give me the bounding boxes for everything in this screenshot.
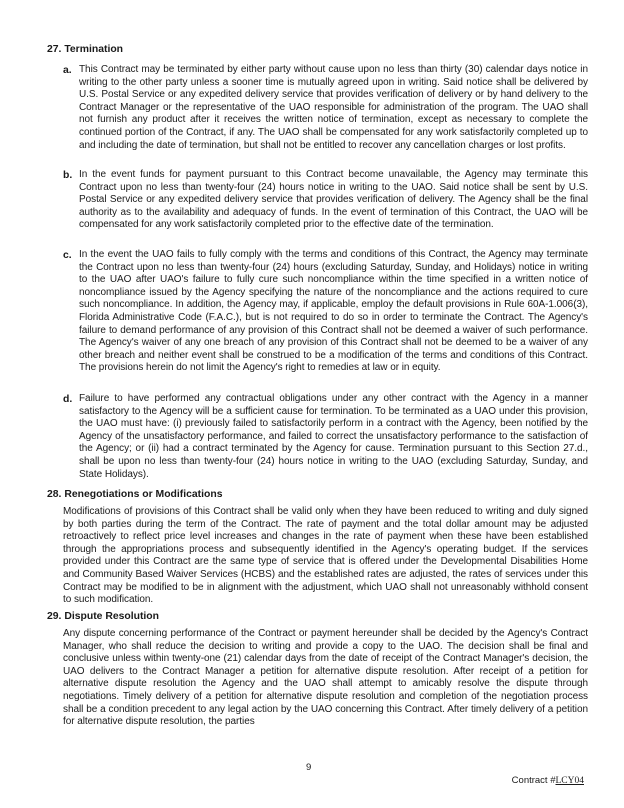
termination-paragraph-b: In the event funds for payment pursuant to this Contract become unavailable, the Agency may terminate this Contract upon no less than twenty-four (24) hours notice in writing to the UAO. Said notice shall be sent by U.S. Postal Service or any expedited delivery service that provides verification of delivery. The Agency shall be the final authority as to the availability and adequacy of funds. In the event of termination of this Contract, the UAO will be compensated for any work satisfactorily completed prior to the effective date of the termination.: [79, 169, 588, 231]
dispute-resolution-paragraph: Any dispute concerning performance of the Contract or payment hereunder shall be decided by the Agency's Contract Manager, who shall reduce the decision to writing and provide a copy to the UAO. The decision shall be final and conclusive unless within twenty-one (21) calendar days from the date of receipt of the Contract Manager's decision, the UAO delivers to the Contract Manager a petition for alternative dispute resolution. After receipt of a petition for alternative dispute resolution the Agency and the UAO shall attempt to amicably resolve the dispute through negotiations. Timely delivery of a petition for alternative dispute resolution and completion of the negotiation process shall be a condition precedent to any legal action by the UAO concerning this Contract. After timely delivery of a petition for alternative dispute resolution, the parties: [63, 628, 588, 728]
renegotiations-paragraph: Modifications of provisions of this Contract shall be valid only when they have been reduced to writing and duly signed by both parties during the term of the Contract. The rate of payment and the total dollar amount may be adjusted retroactively to reflect price level increases and changes in the rate of payment when these have been established through the appropriations process and subsequently identified in the Agency's operating budget. If the services provided under this Contract are the same type of service that is offered under the Developmental Disabilities Home and Community Based Waiver Services (HCBS) and the established rates are adjusted, the rates of services under this Contract may be modified to be in alignment with the adjustment, which UAO shall not unreasonably withhold consent to such modification.: [63, 506, 588, 606]
section-heading-termination: 27. Termination: [47, 44, 124, 55]
item-letter-a: a.: [63, 65, 72, 76]
item-letter-b: b.: [63, 170, 73, 181]
item-letter-d: d.: [63, 394, 73, 405]
item-letter-c: c.: [63, 250, 72, 261]
section-heading-renegotiations: 28. Renegotiations or Modifications: [47, 489, 223, 500]
contract-number: [512, 775, 584, 786]
termination-paragraph-a: This Contract may be terminated by either party without cause upon no less than thirty (30) calendar days notice in writing to the other party unless a sooner time is mutually agreed upon in writing. Said notice shall be delivered by U.S. Postal Service or any expedited delivery service that provides verification of delivery or by hand delivery to the Contract Manager or the representative of the UAO responsible for administration of the program. The UAO shall not furnish any product after it receives the written notice of termination, except as necessary to complete the continued portion of the Contract, if any. The UAO shall be compensated for any work satisfactorily completed up to and including the date of termination, but shall not be entitled to recover any cancellation charges or lost profits.: [79, 64, 588, 151]
page-number: 9: [306, 762, 312, 773]
section-heading-dispute-resolution: 29. Dispute Resolution: [47, 611, 160, 622]
contract-number-label: Contract #: [511, 775, 556, 786]
contract-number-id: LCY04: [555, 776, 584, 786]
termination-paragraph-d: Failure to have performed any contractual obligations under any other contract with the Agency in a manner satisfactory to the Agency will be a sufficient cause for termination. To be terminated as a UAO under this provision, the UAO must have: (i) previously failed to satisfactorily perform in a contract with the Agency, been notified by the Agency of the unsatisfactory performance, and failed to correct the unsatisfactory performance to the satisfaction of the Agency; or (ii) had a contract terminated by the Agency for cause. Termination pursuant to this Section 27.d., shall be upon no less than twenty-four (24) hours notice in writing to the UAO (excluding Saturday, Sunday, and State Holidays).: [79, 393, 588, 480]
termination-paragraph-c: In the event the UAO fails to fully comply with the terms and conditions of this Contract, the Agency may terminate the Contract upon no less than twenty-four (24) hours (excluding Saturday, Sunday, and Holidays) notice in writing to the UAO after UAO's failure to fully cure such noncompliance within the time specified in a written notice of noncompliance issued by the Agency specifying the nature of the noncompliance and the actions required to cure such noncompliance. In addition, the Agency may, if applicable, employ the default provisions in Rule 60A-1.006(3), Florida Administrative Code (F.A.C.), but is not required to do so in order to terminate the Contract. The Agency's failure to demand performance of any provision of this Contract shall not be deemed a waiver of such performance. The Agency's waiver of any one breach of any provision of this Contract shall not be deemed to be a waiver of any other breach and neither event shall be construed to be a modification of the terms and conditions of this Contract. The provisions herein do not limit the Agency's right to remedies at law or in equity.: [79, 249, 588, 374]
